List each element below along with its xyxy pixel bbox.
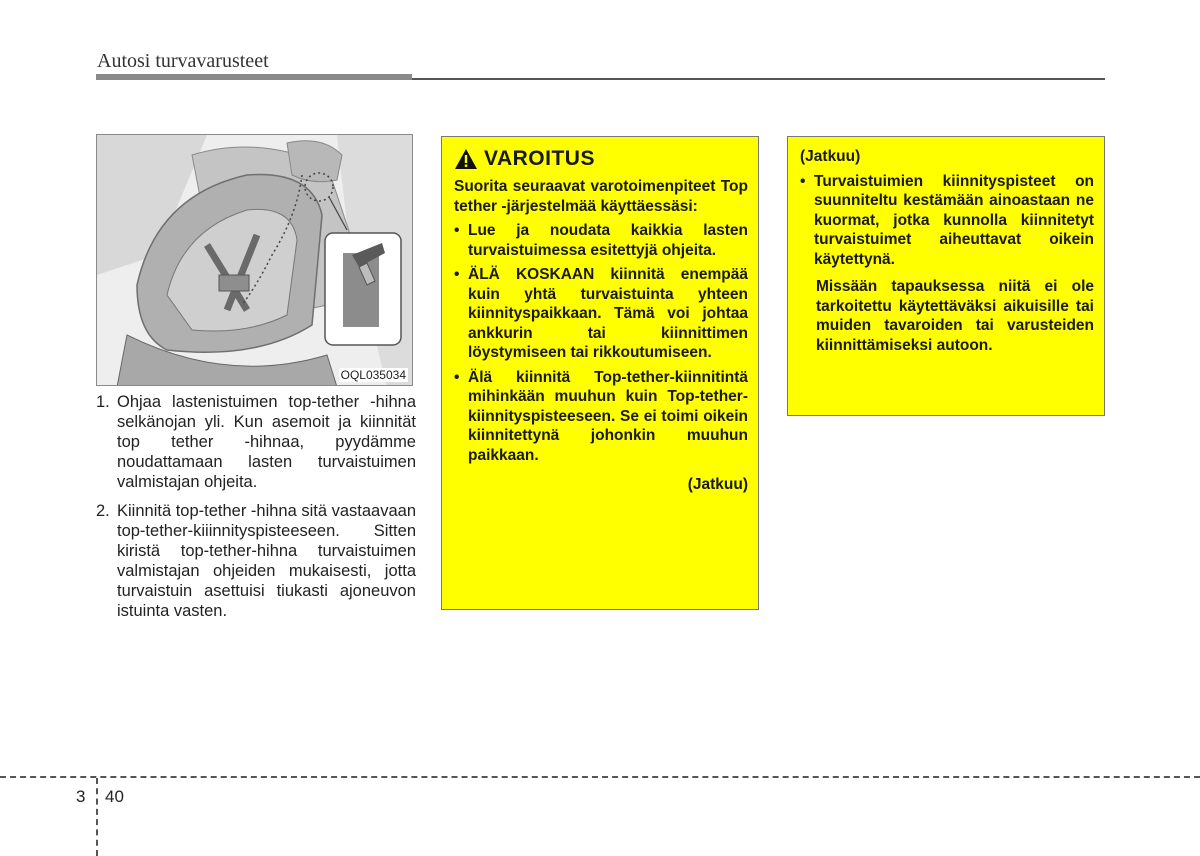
instruction-steps [96,392,416,630]
step-number: 1. [96,393,110,411]
page-header-title: Autosi turvavarusteet [97,50,269,72]
warning-bullet-text: ÄLÄ KOSKAAN kiinnitä enempää kuin yhtä turvaistuinta yhteen kiinnityspaikkaan. Tämä voi johtaa ankkurin tai kiinnittimen löystymiseen tai rikkoutumiseen. [468,266,748,361]
step-item [96,501,416,621]
continuation-paragraph: Missään tapauksessa niitä ei ole tarkoitettu käytettäväksi aikuisille tai muiden tavaroiden tai varusteiden kiinnittämiseksi autoon. [816,278,1094,354]
step-item [96,392,416,492]
step-text: Kiinnitä top-tether -hihna sitä vastaavaan top-tether-kiiinnityspisteeseen. Sitten kiristä top-tether-hihna turvaistuimen valmistajan ohjeiden mukaisesti, jotta turvaistuin asettuisi tiukasti ajoneuvon istuinta vasten. [117,502,417,620]
header-rule-thin [412,78,1105,80]
figure-code: OQL035034 [340,368,406,382]
warning-bullet-text: Älä kiinnitä Top-tether-kiinnitintä mihinkään muuhun kuin Top-tether-kiinnityspisteeseen. Se ei toimi oikein kiinnitettynä johonkin muuhun paikkaan. [468,368,748,464]
footer-vertical-rule [96,778,98,856]
warning-heading [454,147,748,171]
chapter-number: 3 [76,787,86,806]
continuation-heading: (Jatkuu) [800,148,861,165]
continuation-bullet [800,172,1094,270]
warning-box [441,136,759,610]
warning-title: VAROITUS [484,147,595,170]
warning-intro: Suorita seuraavat varotoimenpiteet Top tether -järjestelmää käyttäessäsi: [454,178,748,215]
warning-bullet [454,368,748,466]
bullet-symbol: • [454,368,460,386]
bullet-symbol: • [454,266,460,283]
continuation-box [787,136,1105,416]
warning-continued: (Jatkuu) [687,476,748,493]
page-number: 40 [105,787,124,806]
bullet-symbol: • [800,172,806,190]
step-number: 2. [96,502,110,520]
child-seat-drawing [97,135,413,386]
bullet-symbol: • [454,222,460,239]
warning-bullet-text: Lue ja noudata kaikkia lasten turvaistuimessa esitettyjä ohjeita. [468,222,748,259]
warning-bullet [454,221,748,260]
step-text: Ohjaa lastenistuimen top-tether -hihna selkänojan yli. Kun asemoit ja kiinnität top tether -hihnaa, pyydämme noudattamaan lasten turvaistuimen valmistajan ohjeita. [117,393,416,491]
header-rule-thick [96,74,412,80]
footer-dashed-rule [0,776,1200,778]
warning-bullet [454,265,748,363]
warning-triangle-icon [454,148,478,170]
continuation-bullet-text: Turvaistuimien kiinnityspisteet on suunniteltu kestämään ainoastaan ne kuormat, jotka kunnolla kiinnitetyt turvaistuimet aiheuttavat oikein käytettynä. [814,172,1094,268]
child-seat-illustration [96,134,413,386]
